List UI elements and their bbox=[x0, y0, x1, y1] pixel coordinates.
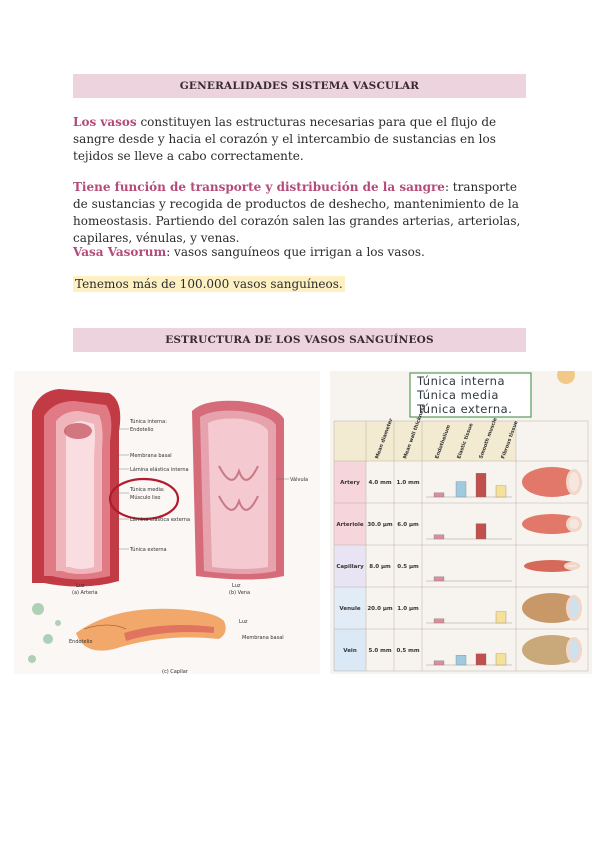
section-title-estructura: ESTRUCTURA DE LOS VASOS SANGUÍNEOS bbox=[73, 328, 526, 352]
label-tunica-interna: Túnica interna: bbox=[130, 419, 167, 425]
vessel-comparison-table bbox=[330, 371, 592, 674]
composition-bar bbox=[456, 482, 466, 497]
label-luz-c: Luz bbox=[239, 619, 248, 625]
highlighted-count-text: Tenemos más de 100.000 vasos sanguíneos. bbox=[75, 277, 343, 291]
row-wall: 0.5 mm bbox=[396, 648, 420, 654]
section-title-generalidades: GENERALIDADES SISTEMA VASCULAR bbox=[73, 74, 526, 98]
label-membrana-basal: Membrana basal bbox=[130, 453, 172, 459]
artery-drawing bbox=[32, 389, 120, 587]
vessel-structure-illustration bbox=[14, 371, 320, 674]
vessel-illustration-svg bbox=[14, 371, 320, 674]
label-arteria: (a) Arteria bbox=[72, 590, 98, 596]
tunica-media-label: Túnica media bbox=[417, 388, 499, 402]
row-wall: 1.0 µm bbox=[397, 606, 419, 612]
composition-bar bbox=[476, 654, 486, 665]
row-diameter: 20.0 µm bbox=[367, 606, 393, 612]
table-header: Mean wall thickness bbox=[402, 404, 428, 460]
composition-bar bbox=[434, 661, 444, 665]
label-capilar: (c) Capilar bbox=[162, 669, 188, 674]
row-diameter: 30.0 µm bbox=[367, 522, 393, 528]
vessel-cross-section-icon bbox=[522, 593, 582, 623]
composition-bar bbox=[434, 493, 444, 497]
vein-drawing bbox=[192, 401, 284, 580]
composition-bar bbox=[456, 655, 466, 665]
vessel-cross-section-icon bbox=[522, 635, 582, 665]
row-name: Venule bbox=[339, 606, 361, 612]
label-musculo-liso: Músculo liso bbox=[130, 495, 161, 501]
row-diameter: 5.0 mm bbox=[368, 648, 392, 654]
label-luz-b: Luz bbox=[232, 583, 241, 589]
vessel-cross-section-icon bbox=[522, 514, 582, 534]
vessel-cross-section-icon bbox=[522, 467, 582, 497]
table-header: Endothelium bbox=[434, 424, 453, 460]
table-header: Mean diameter bbox=[374, 417, 395, 460]
paragraph-vasa-vasorum bbox=[73, 244, 528, 261]
label-tunica-media: Túnica media: bbox=[130, 487, 165, 493]
composition-bar bbox=[476, 473, 486, 497]
highlight-funcion: Tiene función de transporte y distribución de la sangre bbox=[73, 180, 445, 194]
table-header: Smooth muscle bbox=[478, 417, 499, 460]
row-wall: 6.0 µm bbox=[397, 522, 419, 528]
highlight-vasa-vasorum: Vasa Vasorum bbox=[73, 245, 167, 259]
label-membrana-basal-c: Membrana basal bbox=[242, 635, 284, 641]
table-header: Elastic tissue bbox=[456, 422, 475, 460]
paragraph-funcion bbox=[73, 179, 528, 247]
composition-bar bbox=[434, 535, 444, 539]
label-endotelio-c: Endotelio bbox=[69, 639, 93, 645]
label-valvula: Válvula bbox=[290, 477, 309, 483]
tunica-interna-label: Túnica interna bbox=[417, 374, 506, 388]
table-header: Fibrous tissue bbox=[500, 420, 520, 460]
label-lamina-externa: Lámina elástica externa bbox=[130, 517, 191, 523]
label-tunica-externa: Túnica externa bbox=[130, 547, 167, 553]
row-wall: 0.5 µm bbox=[397, 564, 419, 570]
composition-bar bbox=[496, 654, 506, 665]
row-name: Artery bbox=[340, 480, 360, 486]
composition-bar bbox=[434, 619, 444, 623]
decorative-circle bbox=[557, 371, 575, 384]
paragraph-funcion-text: : transporte de sustancias y recogida de productos de deshecho, mantenimiento de la homeostasis. Partiendo del corazón salen las grandes arterias, arteriolas, capilares, vénulas, y venas. bbox=[73, 180, 521, 245]
composition-bar bbox=[496, 612, 506, 623]
row-diameter: 8.0 µm bbox=[369, 564, 391, 570]
row-name: Vein bbox=[343, 648, 357, 654]
label-lamina-interna: Lámina elástica interna bbox=[130, 467, 189, 473]
composition-bar bbox=[496, 486, 506, 497]
decorative-dots bbox=[28, 603, 61, 663]
paragraph-vasos-text: constituyen las estructuras necesarias para que el flujo de sangre desde y hacia el corazón y el intercambio de sustancias en los tejidos se lleve a cabo correctamente. bbox=[73, 115, 497, 163]
capillary-drawing bbox=[76, 609, 226, 651]
label-endotelio: Endotelio bbox=[130, 427, 154, 433]
paragraph-vasa-vasorum-text: : vasos sanguíneos que irrigan a los vasos. bbox=[166, 245, 425, 259]
composition-bar bbox=[476, 524, 486, 539]
composition-bar bbox=[434, 577, 444, 581]
comparison-table-svg bbox=[330, 371, 592, 674]
vessel-cross-section-icon bbox=[524, 560, 580, 572]
row-diameter: 4.0 mm bbox=[368, 480, 392, 486]
row-name: Capillary bbox=[336, 564, 364, 570]
row-name: Arteriole bbox=[336, 522, 364, 528]
label-vena: (b) Vena bbox=[229, 590, 251, 596]
highlight-los-vasos: Los vasos bbox=[73, 115, 137, 129]
paragraph-vasos bbox=[73, 114, 528, 165]
label-luz-a: Luz bbox=[76, 583, 85, 589]
paragraph-count bbox=[73, 276, 528, 293]
tunica-externa-label: Túnica externa. bbox=[417, 402, 513, 416]
row-wall: 1.0 mm bbox=[396, 480, 420, 486]
